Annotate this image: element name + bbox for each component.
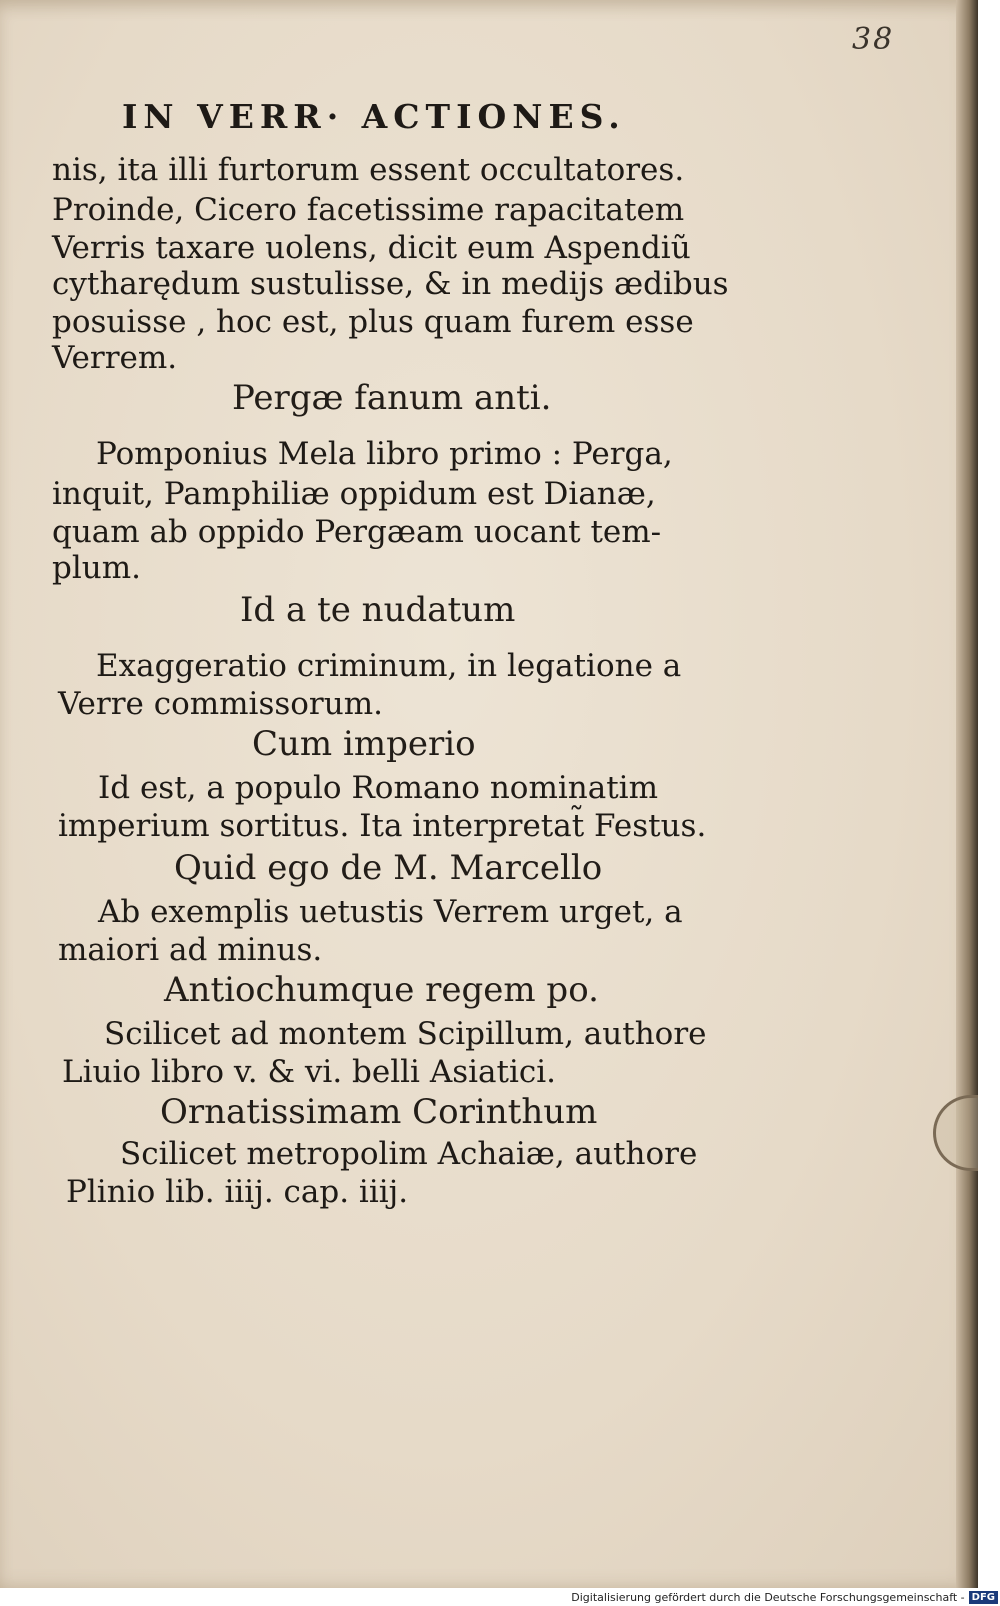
footer-credit: Digitalisierung gefördert durch die Deutsche Forschungsgemeinschaft - [571,1590,965,1604]
text-line: quam ab oppido Pergæam uocant tem- [52,514,662,550]
lemma-heading: Pergæ fanum anti. [232,378,552,418]
text-line: Verre commissorum. [58,686,383,722]
text-line: imperium sortitus. Ita interpretat̃ Festus. [58,808,707,844]
text-line: nis, ita illi furtorum essent occultatores. [52,152,685,188]
text-line: Scilicet ad montem Scipillum, authore [104,1016,707,1052]
lemma-heading: Cum imperio [252,724,476,764]
text-line: Proinde, Cicero facetissime rapacitatem [52,192,685,228]
text-line: Verris taxare uolens, dicit eum Aspendiũ [52,230,691,266]
text-line: plum. [52,550,141,586]
text-line: Plinio lib. iiij. cap. iiij. [66,1174,409,1210]
lemma-heading: Antiochumque regem po. [164,970,599,1010]
lemma-heading: Id a te nudatum [240,590,516,630]
text-line: Exaggeratio criminum, in legatione a [96,648,682,684]
dfg-logo: DFG [969,1591,998,1604]
text-line: Liuio libro v. & vi. belli Asiatici. [62,1054,557,1090]
text-line: maiori ad minus. [58,932,323,968]
text-line: Ab exemplis uetustis Verrem urget, a [98,894,683,930]
lemma-heading: Quid ego de M. Marcello [174,848,603,888]
clasp-mark [933,1095,978,1171]
text-line: inquit, Pamphiliæ oppidum est Dianæ, [52,476,656,512]
lemma-heading: Ornatissimam Corinthum [160,1092,598,1132]
digitization-footer [560,1588,1000,1606]
running-head: IN VERR· ACTIONES. [122,97,626,136]
page-edge [956,0,978,1588]
text-line: Pomponius Mela libro primo : Perga, [96,436,673,472]
text-line: posuisse , hoc est, plus quam furem esse [52,304,694,340]
text-line: cytharędum sustulisse, & in medijs ædibus [52,266,729,302]
text-line: Scilicet metropolim Achaiæ, authore [120,1136,698,1172]
text-line: Id est, a populo Romano nominatim [98,770,658,806]
folio-number: 38 [852,22,895,57]
text-line: Verrem. [52,340,178,376]
